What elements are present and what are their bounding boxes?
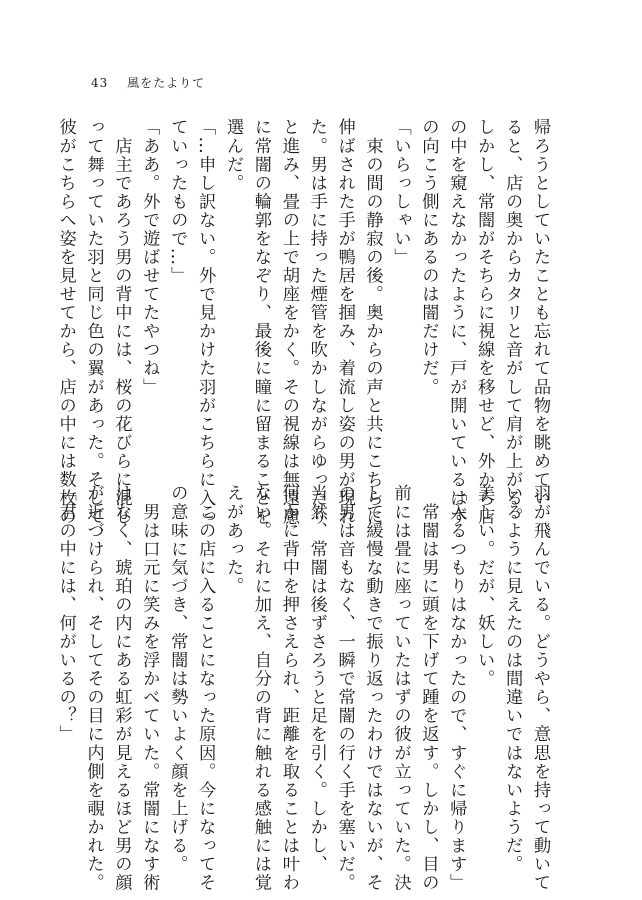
text-line: 何かに背中を押さえられ、距離を取ることは叶わ — [278, 484, 299, 892]
text-line: えがあった。 — [223, 484, 244, 596]
text-line: 美しい。だが、妖しい。 — [474, 484, 495, 688]
text-line: の意味に気づき、常闇は勢いよく顔を上げる。 — [167, 484, 188, 874]
text-line: に常闇の輪郭をなぞり、最後に瞳に留まることを — [250, 118, 271, 526]
text-line: の男は音もなく、一瞬で常闇の行く手を塞いだ。 — [334, 484, 355, 892]
text-line: 羽が飛んでいる。どうやら、意思を持って動いて — [530, 484, 550, 892]
text-line: 「いらっしゃい」 — [390, 118, 411, 267]
page-number: 43 — [91, 76, 109, 90]
text-line: ない。それに加え、自分の背に触れる感触には覚 — [250, 484, 271, 892]
text-line: ると、店の奥からカタリと音がして肩が上がる。 — [502, 118, 523, 526]
running-title: 風をたよりて — [127, 76, 206, 90]
text-line: はなく、琥珀の内にある虹彩が見えるほど男の顔 — [111, 484, 132, 892]
lower-text-block — [55, 484, 553, 892]
text-line: 店主であろう男の背中には、桜の花びらに混じ — [111, 118, 132, 526]
text-line: 「ああ。外で遊ばせてたやつね」 — [139, 118, 160, 397]
text-line: 彼がこちらへ姿を見せてから、店の中には数枚の — [55, 118, 76, 526]
text-line: 「…申し訳ない。外で見かけた羽がこちらに入っ — [195, 118, 216, 526]
text-line: が近づけられ、そしてその目に内側を覗かれた。 — [83, 484, 104, 892]
text-line: 「入るつもりはなかったので、すぐに帰ります」 — [446, 484, 467, 892]
text-line: 男は口元に笑みを浮かべていた。常闇になす術 — [139, 484, 160, 892]
text-line: の向こう側にあるのは闇だけだ。 — [418, 118, 439, 397]
text-line: 束の間の静寂の後。奥からの声と共にこちらに — [362, 118, 383, 526]
text-line: 選んだ。 — [223, 118, 244, 193]
text-line: 「君の中には、何がいるの？」 — [55, 484, 76, 744]
text-line: 当然、常闇は後ずさろうと足を引く。しかし、 — [306, 484, 327, 874]
text-line: と進み、畳の上で胡座をかく。その視線は無遠慮 — [278, 118, 299, 526]
text-line: た。男は手に持った煙管を吹かしながらゆったり — [306, 118, 327, 526]
text-line: 伸ばされた手が鴨居を掴み、着流し姿の男が現れ — [334, 118, 355, 526]
running-header — [91, 74, 205, 91]
text-line: って舞っていた羽と同じ色の翼があった。そして、 — [83, 118, 104, 545]
text-line: して緩慢な動きで振り返ったわけではないが、そ — [362, 484, 383, 892]
text-line: 帰ろうとしていたことも忘れて品物を眺めてい — [530, 118, 550, 508]
text-line: いるように見えたのは間違いではないようだ。 — [502, 484, 523, 874]
text-line: 常闇は男に頭を下げて踵を返す。しかし、目の — [418, 484, 439, 892]
text-line: しかし、常闇がそちらに視線を移せど、外から店 — [474, 118, 495, 526]
text-line: ていったもので…」 — [167, 118, 188, 285]
text-line: の中を窺えなかったように、戸が開いているはず — [446, 118, 467, 526]
text-line: この店に入ることになった原因。今になってそ — [195, 484, 216, 892]
text-line: 前には畳に座っていたはずの彼が立っていた。決 — [390, 484, 411, 892]
